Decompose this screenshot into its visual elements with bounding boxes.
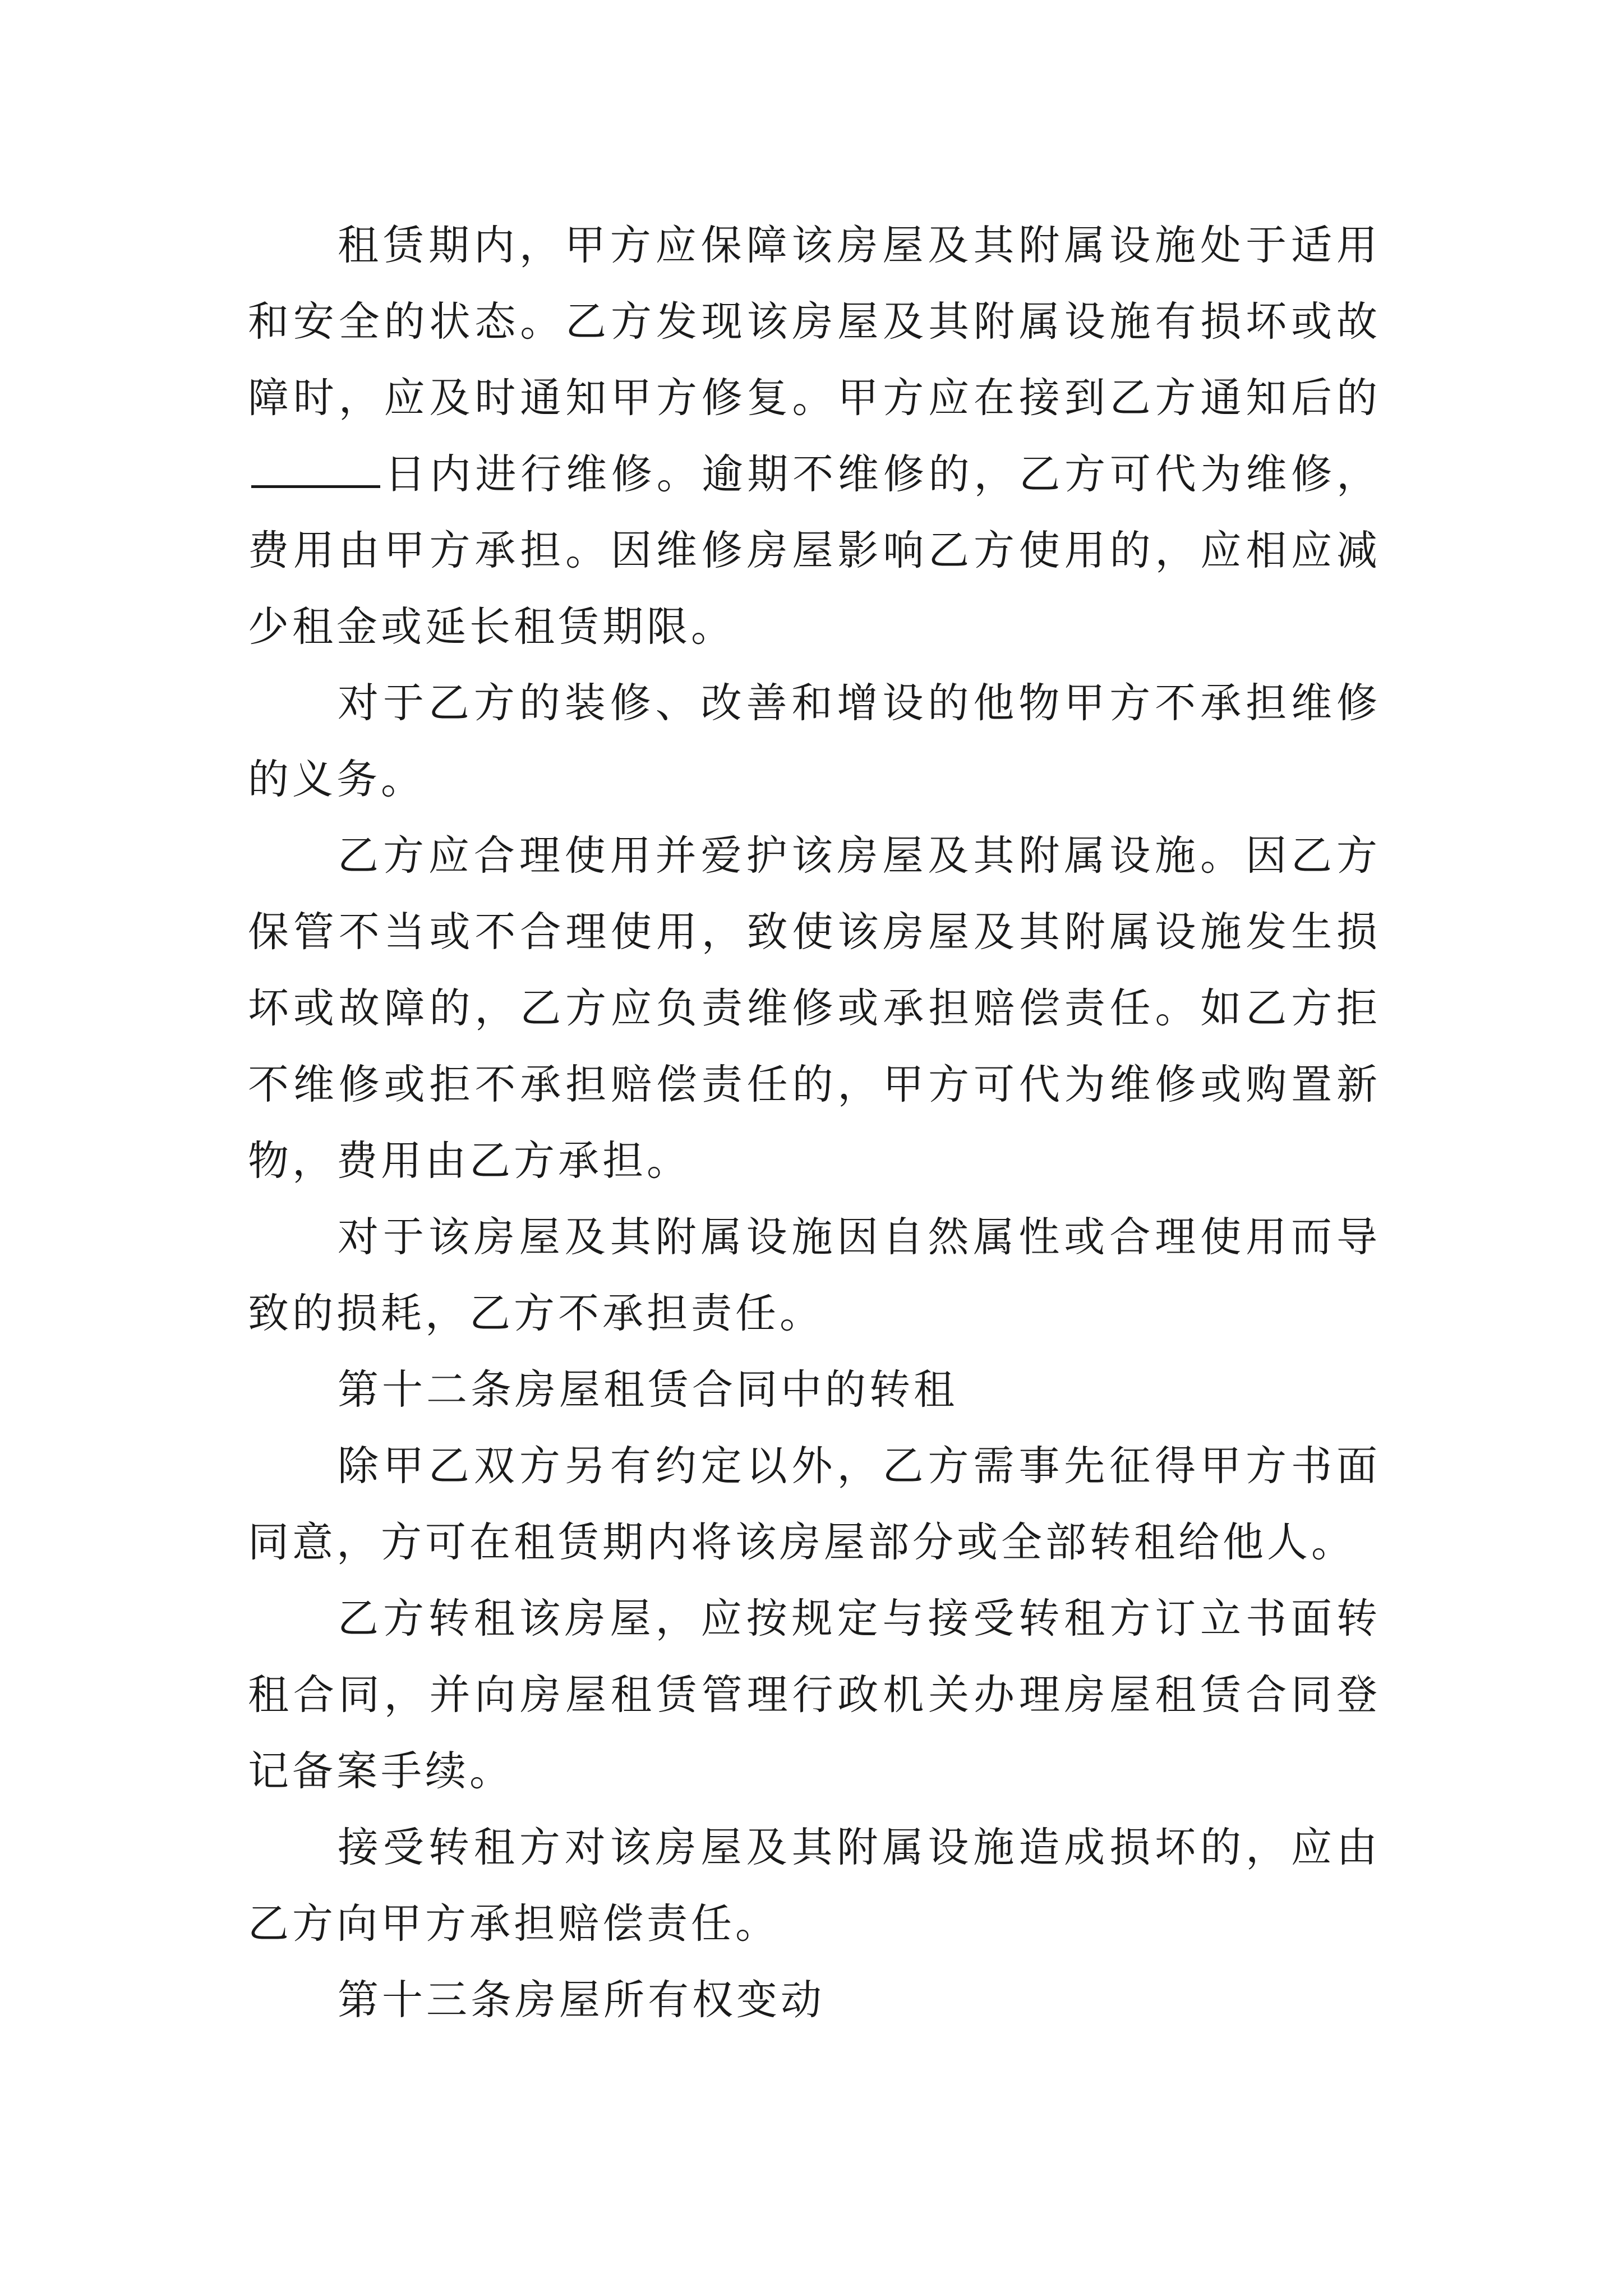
- paragraph-repair-obligation: [248, 208, 1381, 665]
- article-13-heading: 第十三条房屋所有权变动: [338, 1976, 825, 2024]
- days-blank-field: [251, 453, 380, 488]
- paragraph-sublet-consent: 除甲乙双方另有约定以外，乙方需事先征得甲方书面同意，方可在租赁期内将该房屋部分或全部转租给他人。: [248, 1442, 1381, 1566]
- paragraph-repair-obligation-text-start: 租赁期内，甲方应保障该房屋及其附属设施处于适用和安全的状态。乙方发现该房屋及其附属设施有损坏或故障时，应及时通知甲方修复。甲方应在接到乙方通知后的: [248, 222, 1381, 422]
- paragraph-decoration-exemption: 对于乙方的装修、改善和增设的他物甲方不承担维修的义务。: [248, 679, 1381, 803]
- paragraph-natural-wear: 对于该房屋及其附属设施因自然属性或合理使用而导致的损耗，乙方不承担责任。: [248, 1213, 1381, 1337]
- paragraph-sublet-liability: 接受转租方对该房屋及其附属设施造成损坏的，应由乙方向甲方承担赔偿责任。: [248, 1824, 1381, 1948]
- document-body: [248, 208, 1381, 2039]
- paragraph-sublet-contract: 乙方转租该房屋，应按规定与接受转租方订立书面转租合同，并向房屋租赁管理行政机关办理房屋租赁合同登记备案手续。: [248, 1595, 1381, 1795]
- paragraph-repair-obligation-text-end: 日内进行维修。逾期不维修的，乙方可代为维修，费用由甲方承担。因维修房屋影响乙方使用的，应相应减少租金或延长租赁期限。: [248, 450, 1381, 651]
- paragraph-tenant-care: 乙方应合理使用并爱护该房屋及其附属设施。因乙方保管不当或不合理使用，致使该房屋及其附属设施发生损坏或故障的，乙方应负责维修或承担赔偿责任。如乙方拒不维修或拒不承担赔偿责任的，甲方可代为维修或购置新物，费用由乙方承担。: [248, 832, 1381, 1185]
- article-12-heading: 第十二条房屋租赁合同中的转租: [338, 1366, 958, 1414]
